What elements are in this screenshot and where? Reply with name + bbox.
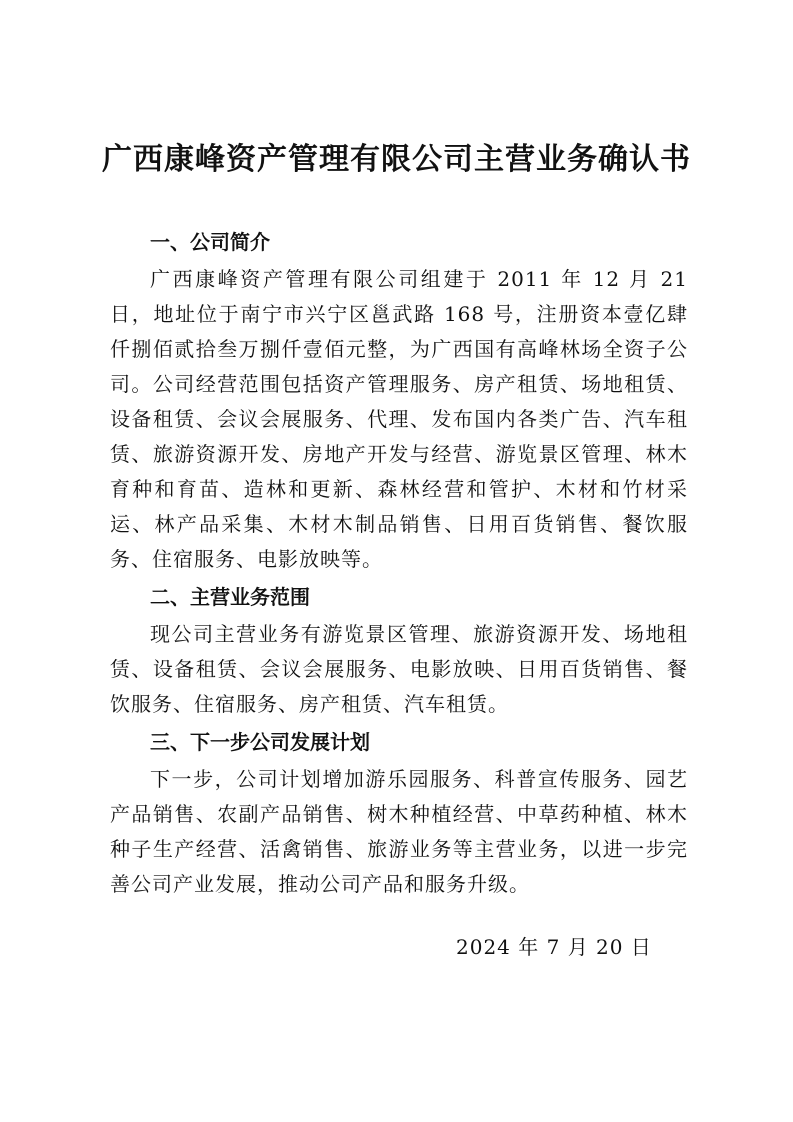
section-heading: 一、公司简介: [150, 230, 270, 254]
section-paragraph: 广西康峰资产管理有限公司组建于 2011 年 12 月 21 日，地址位于南宁市兴宁区邕武路 168 号，注册资本壹亿肆仟捌佰贰拾叁万捌仟壹佰元整，为广西国有高峰林场全资子公司。公司经营范围包括资产管理服务、房产租赁、场地租赁、设备租赁、会议会展服务、代理、发布国内各类广告、汽车租赁、旅游资源开发、房地产开发与经营、游览景区管理、林木育种和育苗、造林和更新、森林经营和管护、木材和竹材采运、林产品采集、木材木制品销售、日用百货销售、餐饮服务、住宿服务、电影放映等。: [110, 267, 688, 571]
section-heading: 三、下一步公司发展计划: [150, 730, 370, 754]
section-main-business: [110, 580, 688, 722]
document-title: 广西康峰资产管理有限公司主营业务确认书: [102, 142, 691, 177]
section-heading: 二、主营业务范围: [150, 585, 310, 609]
section-development-plan: [110, 725, 688, 902]
section-paragraph: 现公司主营业务有游览景区管理、旅游资源开发、场地租赁、设备租赁、会议会展服务、电影放映、日用百货销售、餐饮服务、住宿服务、房产租赁、汽车租赁。: [110, 622, 688, 716]
section-paragraph: 下一步，公司计划增加游乐园服务、科普宣传服务、园艺产品销售、农副产品销售、树木种植经营、中草药种植、林木种子生产经营、活禽销售、旅游业务等主营业务，以进一步完善公司产业发展，推动公司产品和服务升级。: [110, 767, 688, 896]
document-body: [110, 222, 688, 902]
section-company-profile: [110, 225, 688, 577]
document-date: 2024 年 7 月 20 日: [456, 935, 652, 959]
